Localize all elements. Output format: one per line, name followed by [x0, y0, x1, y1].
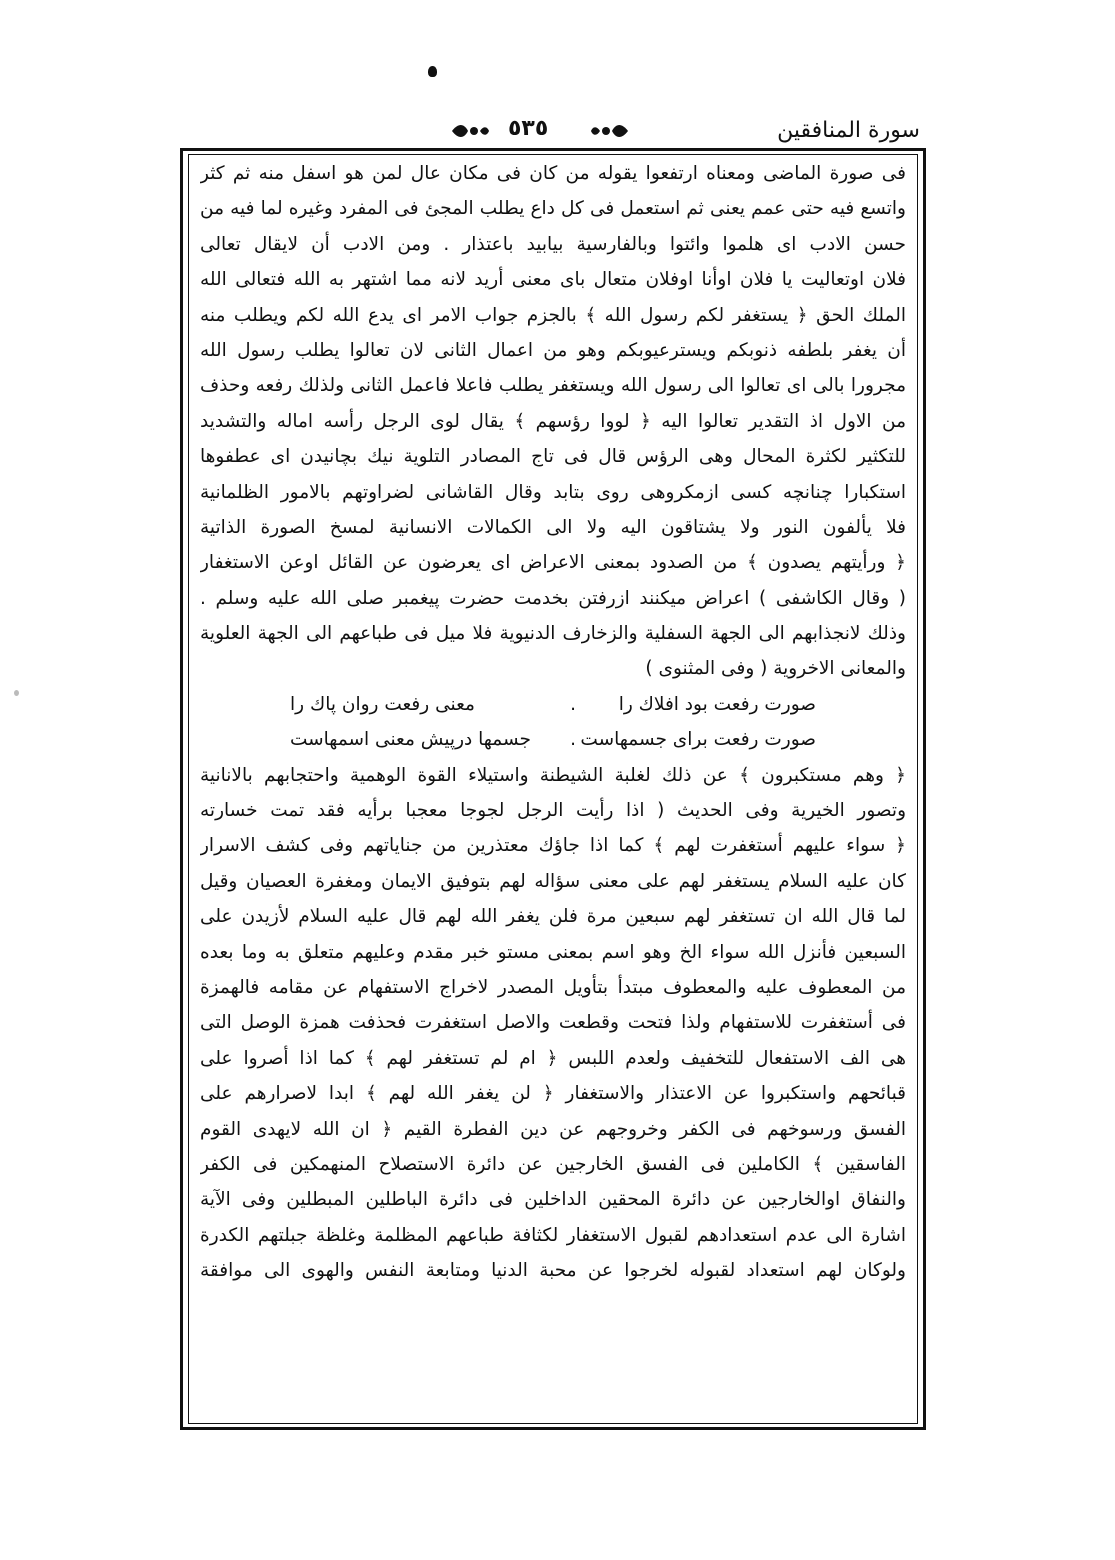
text-line: حسن الادب اى هلموا وائتوا وبالفارسية بيابيد باعتذار . ومن الادب أن لايقال تعالى	[200, 233, 906, 255]
text-line: وتصور الخيرية وفى الحديث ( اذا رأيت الرجل لجوجا معجبا برأيه فقد تمت خسارته	[200, 800, 906, 822]
text-line: هى الف الاستفعال للتخفيف ولعدم اللبس ﴿ ام لم تستغفر لهم ﴾ كما اذا أصروا على	[200, 1047, 906, 1069]
verse-hemistich-right: صورت رفعت بود افلاك را	[618, 693, 816, 715]
verse-hemistich-left: معنى رفعت روان پاك را	[290, 693, 475, 715]
text-line: من المعطوف عليه والمعطوف مبتدأ بتأويل المصدر لاخراج الاستفهام عن مقامه فالهمزة	[200, 976, 906, 998]
text-line: فلا يألفون النور ولا يشتاقون اليه ولا الى الكمالات الانسانية لمسخ الصورة الذاتية	[200, 516, 906, 538]
page-body	[200, 156, 906, 1289]
text-line: ( وقال الكاشفى ) اعراض ميكنند ازرفتن بخدمت حضرت پيغمبر صلى الله عليه وسلم .	[200, 587, 906, 609]
text-line: الفسق ورسوخهم فى الكفر وخروجهم عن دين الفطرة القيم ﴿ ان الله لايهدى القوم	[200, 1118, 906, 1140]
text-line: ﴿ ورأيتهم يصدون ﴾ من الصدود بمعنى الاعراض اى يعرضون عن القائل اوعن الاستغفار	[200, 552, 906, 574]
verse-separator: .	[570, 729, 576, 751]
text-line: مجرورا بالى اى تعالوا الى رسول الله ويستغفر يطلب فاعلا فاعمل الثانى ولذلك رفعه وحذف	[200, 375, 906, 397]
text-line: ﴿ سواء عليهم أستغفرت لهم ﴾ كما اذا جاؤك معتذرين من جناياتهم وفى كشف الاسرار	[200, 835, 906, 857]
text-line: قبائحهم واستكبروا عن الاعتذار والاستغفار ﴿ لن يغفر الله لهم ﴾ ابدا لاصرارهم على	[200, 1083, 906, 1105]
text-line: والنفاق اوالخارجين عن دائرة المحقين الداخلين فى دائرة الباطلين المبطلين وفى الآية	[200, 1189, 906, 1211]
text-line: وذلك لانجذابهم الى الجهة السفلية والزخارف الدنيوية فلا ميل فى طباعهم الى الجهة العلوية	[200, 623, 906, 645]
paper-stain	[14, 690, 19, 696]
text-line: الملك الحق ﴿ يستغفر لكم رسول الله ﴾ بالجزم جواب الامر اى يدع الله لكم ويطلب منه	[200, 304, 906, 326]
surah-title: سورة المنافقين	[777, 118, 920, 143]
text-line: الفاسقين ﴾ الكاملين فى الفسق الخارجين عن دائرة الاستصلاح المنهمكين فى الكفر	[200, 1153, 906, 1175]
text-line: السبعين فأنزل الله سواء الخ وهو اسم بمعنى مستو خبر مقدم وعليهم متعلق به وما بعده	[200, 941, 906, 963]
text-line: ﴿ وهم مستكبرون ﴾ عن ذلك لغلبة الشيطنة واستيلاء القوة الوهمية واحتجابهم بالانانية	[200, 764, 906, 786]
text-line: استكبارا چنانچه كسى ازمكروهى روى بتابد وقال القاشانى لضراوتهم بالامور الظلمانية	[200, 481, 906, 503]
text-line: لما قال الله ان تستغفر لهم سبعين مرة فلن يغفر الله لهم قال عليه السلام لأزيدن على	[200, 906, 906, 928]
page-header	[180, 116, 920, 150]
text-line: كان عليه السلام يستغفر لهم على معنى سؤاله لهم بتوفيق الايمان ومغفرة العصيان وقيل	[200, 870, 906, 892]
ink-dot	[428, 66, 437, 77]
ornament-left-icon	[450, 122, 490, 140]
verse-separator: .	[570, 693, 576, 715]
verse-hemistich-left: جسمها درپيش معنى اسمهاست	[290, 729, 531, 751]
text-line: اشارة الى عدم استعدادهم لقبول الاستغفار لكثافة طباعهم المظلمة وغلظة جبلتهم الكدرة	[200, 1224, 906, 1246]
text-line: من الاول اذ التقدير تعالوا اليه ﴿ لووا رؤسهم ﴾ يقال لوى الرجل رأسه اماله والتشديد	[200, 410, 906, 432]
ornament-right-icon	[590, 122, 630, 140]
text-line: فى أستغفرت للاستفهام ولذا فتحت وقطعت والاصل استغفرت فحذفت همزة الوصل التى	[200, 1012, 906, 1034]
verse-line	[200, 722, 906, 757]
text-line: أن يغفر بلطفه ذنوبكم ويسترعيوبكم وهو من اعمال الثانى لان تعالوا يطلب رسول الله	[200, 339, 906, 361]
text-line: والمعانى الاخروية ( وفى المثنوى )	[645, 658, 906, 680]
page-number: ٥٣٥	[508, 116, 549, 141]
verse-line	[200, 687, 906, 722]
text-line: واتسع فيه حتى عمم يعنى ثم استعمل فى كل داع يطلب المجئ فى المفرد وغيره لما فيه من	[200, 198, 906, 220]
verse-hemistich-right: صورت رفعت براى جسمهاست	[580, 729, 816, 751]
text-line: ولوكان لهم استعداد لقبوله لخرجوا عن محبة الدنيا ومتابعة النفس والهوى الى موافقة	[200, 1260, 906, 1282]
text-line: فى صورة الماضى ومعناه ارتفعوا يقوله من كان فى مكان عال لمن هو اسفل منه ثم كثر	[200, 163, 906, 184]
text-line: فلان اوتعاليت يا فلان اوأنا اوفلان متعال باى معنى أريد لانه مما اشتهر به الله فتعالى الله	[200, 269, 906, 291]
text-line: للتكثير لكثرة المحال وهى الرؤس قال فى تاج المصادر التلوية نيك بچانيدن اى عطفوها	[200, 446, 906, 468]
